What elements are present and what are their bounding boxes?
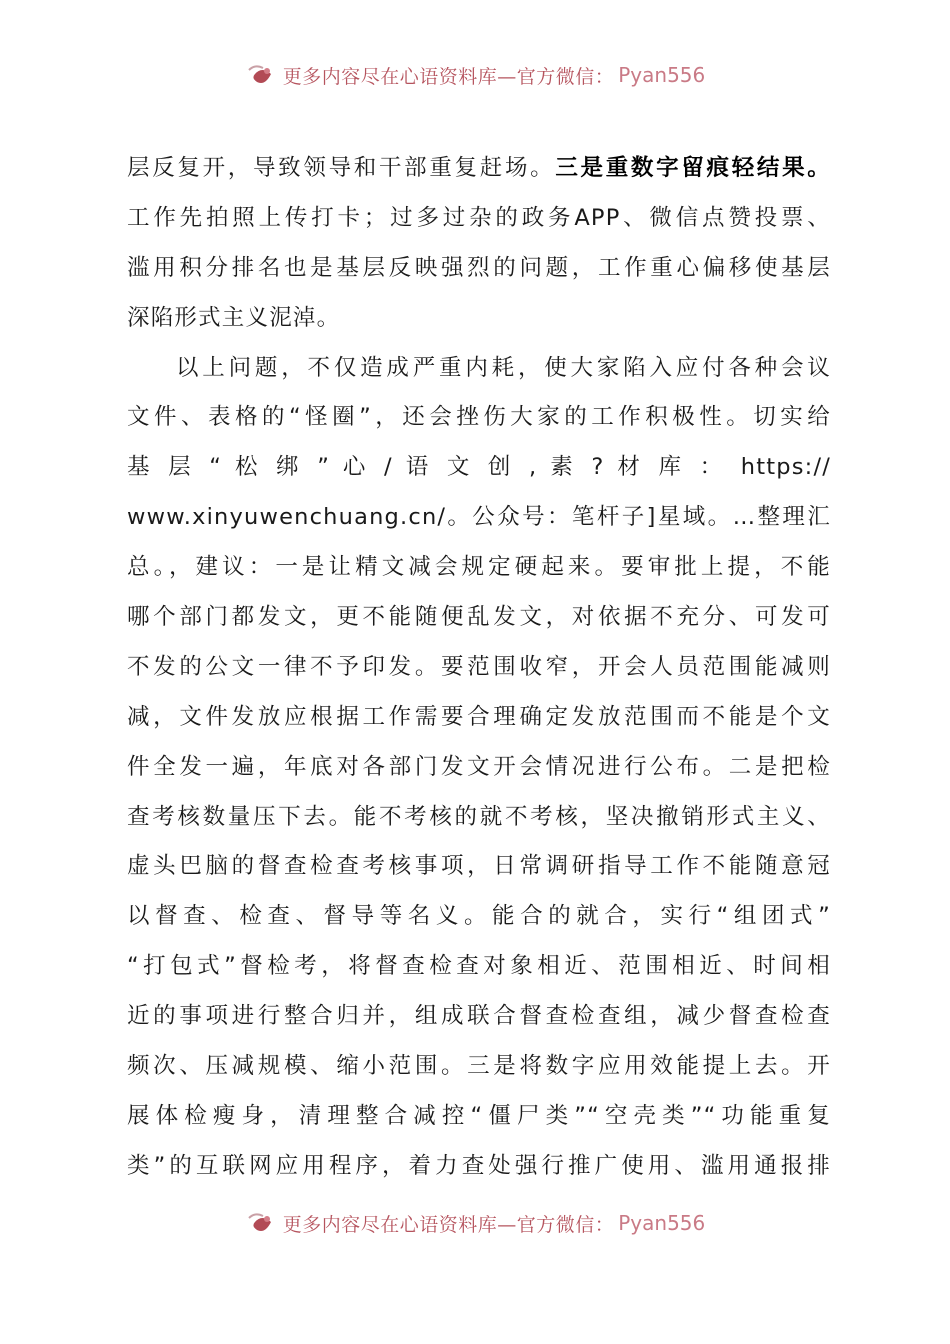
text-line: 频次、压减规模、缩小范围。三是将数字应用效能提上去。开 [127,1053,831,1080]
text-line: 基 层 “ 松 绑 ” 心 / 语 文 创 , 素 ? 材 库 ： https:// [127,454,831,481]
text-line: 总。，建议：一是让精文减会规定硬起来。要审批上提，不能 [127,554,831,581]
text-line: 工作先拍照上传打卡；过多过杂的政务APP、微信点赞投票、 [127,204,831,231]
header-wechat-id: Pyan556 [618,63,706,87]
text-line: 类”的互联网应用程序，着力查处强行推广使用、滥用通报排 [127,1152,831,1179]
text-line: 近的事项进行整合归并，组成联合督查检查组，减少督查检查 [127,1003,831,1030]
text-line: 深陷形式主义泥淖。 [127,304,341,331]
text-line: 以督查、检查、督导等名义。能合的就合，实行“组团式” [127,903,831,930]
text-line: “打包式”督检考，将督查检查对象相近、范围相近、时间相 [127,953,831,980]
text-line: 层反复开，导致领导和干部重复赶场。三是重数字留痕轻结果。 [127,155,832,181]
xinyu-logo-icon [245,1210,279,1236]
text-line: 减，文件发放应根据工作需要合理确定发放范围而不能是个文 [127,703,831,730]
text-line: 文件、表格的“怪圈”，还会挫伤大家的工作积极性。切实给 [127,404,831,431]
text-line: 展体检瘦身，清理整合减控“僵尸类”“空壳类”“功能重复 [127,1102,831,1129]
text-line: 以上问题，不仅造成严重内耗，使大家陷入应付各种会议 [176,354,831,381]
text-line: 不发的公文一律不予印发。要范围收窄，开会人员范围能减则 [127,653,831,680]
text-line: 件全发一遍，年底对各部门发文开会情况进行公布。二是把检 [127,753,831,780]
xinyu-logo-icon [245,62,279,88]
text-line: 滥用积分排名也是基层反映强烈的问题，工作重心偏移使基层 [127,254,831,281]
footer-watermark [0,1208,950,1238]
header-watermark [0,60,950,90]
footer-wechat-id: Pyan556 [618,1211,706,1235]
footer-watermark-text: 更多内容尽在心语资料库—官方微信： [282,1213,615,1236]
text-line: www.xinyuwenchuang.cn/。公众号：笔杆子]星域。…整理汇 [127,504,831,531]
body-text [127,144,831,1192]
text-line: 哪个部门都发文，更不能随便乱发文，对依据不充分、可发可 [127,604,831,631]
bold-heading: 三是重数字留痕轻结果。 [555,155,832,181]
text-line: 虚头巴脑的督查检查考核事项，日常调研指导工作不能随意冠 [127,853,831,880]
text-line: 查考核数量压下去。能不考核的就不考核，坚决撤销形式主义、 [127,803,831,830]
header-watermark-text: 更多内容尽在心语资料库—官方微信： [282,65,615,88]
